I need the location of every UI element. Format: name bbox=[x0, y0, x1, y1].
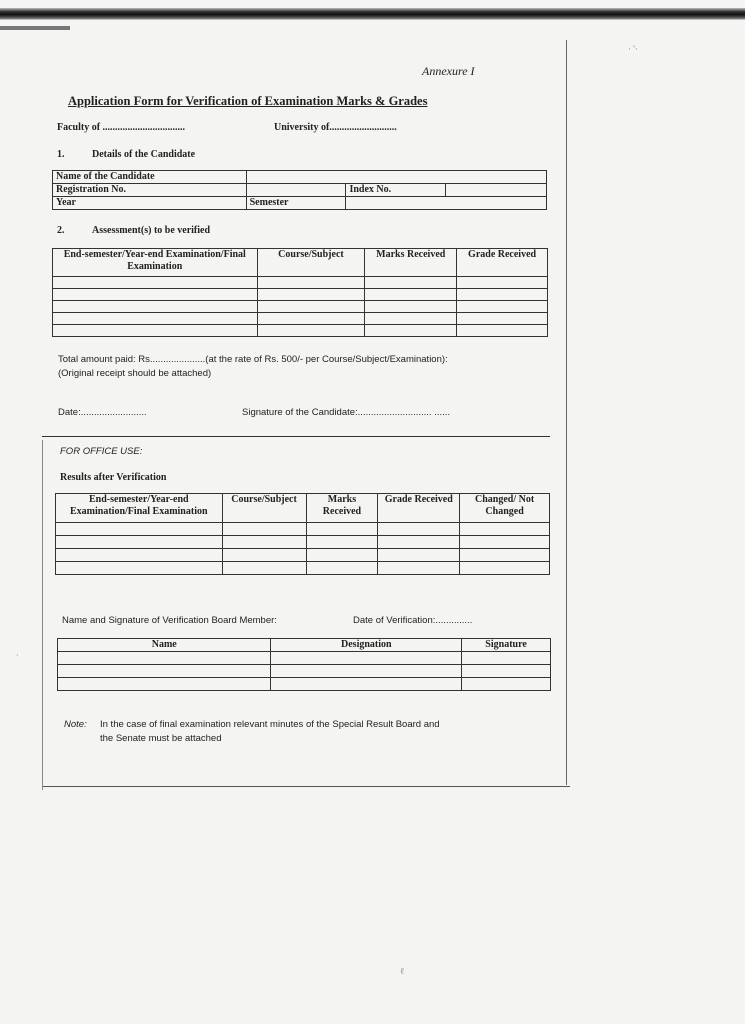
table-cell[interactable] bbox=[460, 562, 550, 575]
date-field[interactable]: Date:......................... bbox=[58, 407, 147, 418]
table-cell[interactable] bbox=[222, 549, 306, 562]
note-label: Note: bbox=[64, 719, 87, 730]
scan-artifact: · bbox=[16, 650, 19, 660]
scan-edge-mark bbox=[0, 26, 70, 30]
page-border-right bbox=[566, 40, 567, 785]
table-cell[interactable] bbox=[222, 536, 306, 549]
table-cell[interactable] bbox=[257, 313, 365, 325]
table-cell[interactable] bbox=[365, 301, 457, 313]
results-header-exam: End-semester/Year-end Examination/Final Examination bbox=[56, 494, 223, 523]
assessment-table bbox=[52, 248, 548, 337]
registration-label: Registration No. bbox=[53, 184, 247, 197]
table-cell[interactable] bbox=[56, 549, 223, 562]
table-cell[interactable] bbox=[457, 313, 548, 325]
table-cell[interactable] bbox=[306, 549, 378, 562]
scan-edge-shadow bbox=[0, 8, 745, 20]
section1-number: 1. bbox=[57, 149, 65, 160]
board-header-signature: Signature bbox=[462, 639, 551, 652]
table-cell[interactable] bbox=[457, 277, 548, 289]
index-label: Index No. bbox=[346, 184, 446, 197]
assessment-header-exam: End-semester/Year-end Examination/Final Examination bbox=[53, 249, 258, 277]
note-line-2: the Senate must be attached bbox=[100, 733, 222, 744]
results-header-marks: Marks Received bbox=[306, 494, 378, 523]
table-cell[interactable] bbox=[257, 325, 365, 337]
table-cell[interactable] bbox=[56, 523, 223, 536]
table-cell[interactable] bbox=[53, 289, 258, 301]
candidate-signature-field[interactable]: Signature of the Candidate:............................ ...... bbox=[242, 407, 451, 418]
table-cell[interactable] bbox=[53, 325, 258, 337]
candidate-name-label: Name of the Candidate bbox=[53, 171, 247, 184]
table-cell[interactable] bbox=[53, 313, 258, 325]
board-header-designation: Designation bbox=[271, 639, 462, 652]
table-cell[interactable] bbox=[56, 562, 223, 575]
table-cell[interactable] bbox=[378, 523, 460, 536]
table-cell[interactable] bbox=[53, 301, 258, 313]
amount-paid-field[interactable]: Total amount paid: Rs.....................(at the rate of Rs. 500/- per Course/Subject/Examination): bbox=[58, 354, 448, 365]
table-cell[interactable] bbox=[462, 678, 551, 691]
results-header-grade: Grade Received bbox=[378, 494, 460, 523]
table-cell[interactable] bbox=[365, 313, 457, 325]
board-member-field[interactable]: Name and Signature of Verification Board Member: bbox=[62, 615, 277, 626]
table-cell[interactable] bbox=[462, 652, 551, 665]
semester-field[interactable] bbox=[346, 197, 547, 210]
board-header-name: Name bbox=[58, 639, 271, 652]
office-use-heading: FOR OFFICE USE: bbox=[60, 446, 143, 457]
table-cell[interactable] bbox=[378, 536, 460, 549]
results-heading: Results after Verification bbox=[60, 472, 167, 483]
table-cell[interactable] bbox=[460, 549, 550, 562]
table-cell[interactable] bbox=[56, 536, 223, 549]
section1-heading: Details of the Candidate bbox=[92, 149, 196, 160]
table-cell[interactable] bbox=[271, 678, 462, 691]
candidate-name-field[interactable] bbox=[246, 171, 546, 184]
table-cell[interactable] bbox=[378, 549, 460, 562]
faculty-field[interactable]: Faculty of ................................. bbox=[57, 122, 186, 133]
assessment-header-marks: Marks Received bbox=[365, 249, 457, 277]
table-cell[interactable] bbox=[378, 562, 460, 575]
university-field[interactable]: University of........................... bbox=[274, 122, 397, 133]
year-label: Year bbox=[53, 197, 247, 210]
table-cell[interactable] bbox=[460, 523, 550, 536]
results-table bbox=[55, 493, 550, 575]
table-cell[interactable] bbox=[271, 652, 462, 665]
table-cell[interactable] bbox=[222, 523, 306, 536]
table-cell[interactable] bbox=[53, 277, 258, 289]
table-cell[interactable] bbox=[306, 562, 378, 575]
page-border-bottom bbox=[42, 786, 570, 787]
table-cell[interactable] bbox=[271, 665, 462, 678]
table-cell[interactable] bbox=[457, 301, 548, 313]
assessment-header-course: Course/Subject bbox=[257, 249, 365, 277]
scan-artifact: ℓ bbox=[400, 966, 405, 976]
results-header-course: Course/Subject bbox=[222, 494, 306, 523]
assessment-header-grade: Grade Received bbox=[457, 249, 548, 277]
table-cell[interactable] bbox=[257, 289, 365, 301]
table-cell[interactable] bbox=[257, 301, 365, 313]
page-border-left bbox=[42, 440, 43, 790]
table-cell[interactable] bbox=[306, 536, 378, 549]
table-cell[interactable] bbox=[365, 277, 457, 289]
table-cell[interactable] bbox=[222, 562, 306, 575]
board-members-table bbox=[57, 638, 551, 691]
note-line-1: In the case of final examination relevant minutes of the Special Result Board and bbox=[100, 719, 440, 730]
table-cell[interactable] bbox=[457, 325, 548, 337]
date-verification-field[interactable]: Date of Verification:.............. bbox=[353, 615, 473, 626]
table-cell[interactable] bbox=[460, 536, 550, 549]
office-divider bbox=[42, 436, 550, 437]
index-field[interactable] bbox=[446, 184, 547, 197]
table-cell[interactable] bbox=[365, 325, 457, 337]
table-cell[interactable] bbox=[306, 523, 378, 536]
section2-number: 2. bbox=[57, 225, 65, 236]
table-cell[interactable] bbox=[257, 277, 365, 289]
candidate-details-table bbox=[52, 170, 547, 210]
form-title: Application Form for Verification of Examination Marks & Grades bbox=[68, 94, 428, 108]
table-cell[interactable] bbox=[58, 678, 271, 691]
registration-field[interactable] bbox=[246, 184, 346, 197]
annexure-label: Annexure I bbox=[422, 64, 475, 78]
scan-speck: · '· bbox=[628, 44, 638, 54]
table-cell[interactable] bbox=[58, 665, 271, 678]
results-header-changed: Changed/ Not Changed bbox=[460, 494, 550, 523]
table-cell[interactable] bbox=[462, 665, 551, 678]
table-cell[interactable] bbox=[365, 289, 457, 301]
table-cell[interactable] bbox=[457, 289, 548, 301]
table-cell[interactable] bbox=[58, 652, 271, 665]
section2-heading: Assessment(s) to be verified bbox=[92, 225, 211, 236]
semester-label: Semester bbox=[246, 197, 346, 210]
receipt-note: (Original receipt should be attached) bbox=[58, 368, 212, 379]
